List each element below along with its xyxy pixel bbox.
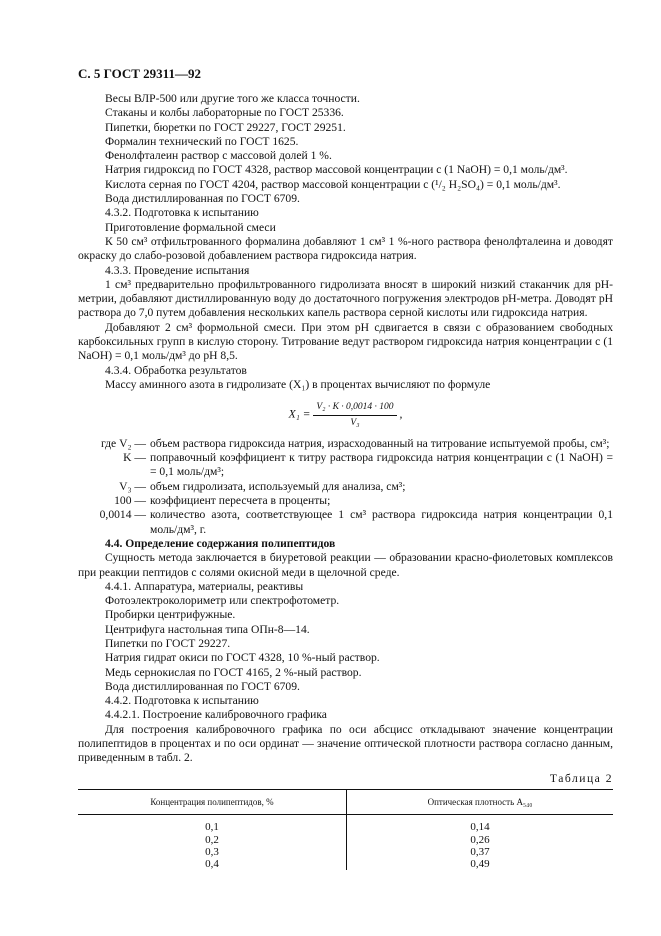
formula-fraction [313, 400, 396, 430]
definition-key: где V₂ — [100, 436, 146, 450]
cell-optical-density: 0,49 [470, 858, 490, 871]
table-row [78, 846, 613, 858]
subsection-heading: 4.4.2. Подготовка к испытанию [105, 694, 259, 708]
subsection-heading: 4.3.2. Подготовка к испытанию [105, 206, 259, 220]
paragraph: К 50 см³ отфильтрованного формалина добавляют 1 см³ 1 %-ного раствора фенолфталеина и доводят окраску до слабо-розовой добавлением раствора гидроксида натрия. [78, 234, 613, 263]
table-row [78, 834, 613, 846]
text-line: Весы ВЛР-500 или другие того же класса точности. [105, 92, 360, 105]
definition-item [78, 508, 613, 537]
definition-item [78, 494, 613, 508]
paragraph: Сущность метода заключается в биуретовой реакции — образовании красно-фиолетовых комплексов при реакции пептидов с солями окисной меди в щелочной среде. [78, 551, 613, 579]
text-line: Приготовление формальной смеси [105, 220, 276, 234]
text-line: Фенолфталеин раствор с массовой долей 1 %. [105, 149, 332, 163]
cell-concentration: 0,2 [78, 834, 347, 846]
definition-key: 100 — [114, 494, 146, 508]
definition-text: объем раствора гидроксида натрия, израсходованный на титрование испытуемой пробы, см³; [150, 436, 610, 450]
section-heading: 4.4. Определение содержания полипептидов [105, 536, 336, 550]
text-line: Вода дистиллированная по ГОСТ 6709. [105, 679, 300, 693]
table-caption: Таблица 2 [549, 771, 613, 785]
cell-concentration: 0,3 [78, 846, 347, 858]
column-header-optical-density: Оптическая плотность A₅₄₀ [347, 789, 614, 814]
definitions-list [78, 437, 613, 537]
table-row [78, 858, 613, 870]
definition-text: поправочный коэффициент к титру раствора гидроксида натрия концентрации c (1 NaOH) = = 0,1 моль/дм³; [150, 451, 613, 479]
text-line: Фотоэлектроколориметр или спектрофотометр. [105, 594, 340, 608]
text-line: Формалин технический по ГОСТ 1625. [105, 134, 299, 148]
definition-key: 0,0014 — [99, 508, 146, 522]
paragraph: 1 см³ предварительно профильтрованного гидролизата вносят в широкий низкий стаканчик для pH-метрии, добавляют дистиллированную воду до достаточного погружения электродов pH-метра. Доводят pH раствора до 7,0 путем добавления нескольких капель раствора серной кислоты или гидроксида натрия. [78, 277, 613, 320]
cell-optical-density: 0,14 [470, 821, 490, 834]
table-row [78, 815, 613, 834]
text-line: Натрия гидрат окиси по ГОСТ 4328, 10 %-ный раствор. [105, 651, 380, 665]
subsection-heading: 4.3.3. Проведение испытания [105, 263, 250, 277]
text-line: Пипетки, бюретки по ГОСТ 29227, ГОСТ 29251. [105, 120, 346, 134]
definition-text: количество азота, соответствующее 1 см³ раствора гидроксида натрия концентрации 0,1 моль/дм³, г. [150, 508, 613, 536]
text-line: Пробирки центрифужные. [105, 608, 236, 622]
cell-optical-density: 0,37 [470, 845, 490, 858]
cell-optical-density: 0,26 [470, 833, 490, 846]
definition-text: объем гидролизата, используемый для анализа, см³; [150, 479, 406, 493]
text-line: Вода дистиллированная по ГОСТ 6709. [105, 192, 300, 206]
text-line: Массу аминного азота в гидролизате (X₁) в процентах вычисляют по формуле [105, 377, 491, 391]
definition-item [78, 437, 613, 451]
formula-denominator: V₃ [350, 417, 360, 428]
subsection-heading: 4.3.4. Обработка результатов [105, 363, 247, 377]
definition-key: V₃ — [119, 479, 146, 493]
table-header-row [78, 789, 613, 814]
definition-text: коэффициент пересчета в проценты; [150, 494, 331, 508]
text-line: Пипетки по ГОСТ 29227. [105, 636, 231, 650]
subsection-heading: 4.4.1. Аппаратура, материалы, реактивы [105, 579, 304, 593]
definition-item [78, 451, 613, 480]
text-line: Стаканы и колбы лабораторные по ГОСТ 25336. [105, 106, 344, 120]
formula-numerator: V₂ · K · 0,0014 · 100 [313, 400, 396, 415]
text-line: Центрифуга настольная типа ОПн-8—14. [105, 622, 310, 636]
formula-lhs: X₁ = [288, 407, 311, 421]
document-body [78, 92, 613, 870]
page-header: С. 5 ГОСТ 29311—92 [78, 66, 201, 81]
cell-concentration: 0,4 [78, 858, 347, 870]
definition-key: K — [123, 451, 146, 465]
subsection-heading: 4.4.2.1. Построение калибровочного графика [105, 708, 327, 722]
paragraph: Добавляют 2 см³ формольной смеси. При этом pH сдвигается в связи с образованием свободных карбоксильных групп в кислую сторону. Титрование ведут раствором гидроксида натрия концентрации c (1 NaOH) = 0,1 моль/дм³ до pH 8,5. [78, 320, 613, 363]
formula [78, 400, 613, 430]
definition-item [78, 480, 613, 494]
data-table [78, 789, 613, 870]
text-line: Кислота серная по ГОСТ 4204, раствор массовой концентрации c (¹/₂ H₂SO₄) = 0,1 моль/дм³. [105, 177, 561, 191]
text-line: Медь сернокислая по ГОСТ 4165, 2 %-ный раствор. [105, 665, 362, 679]
text-line: Натрия гидроксид по ГОСТ 4328, раствор массовой концентрации c (1 NaOH) = 0,1 моль/дм³. [105, 163, 568, 177]
cell-concentration: 0,1 [78, 815, 347, 834]
column-header-concentration: Концентрация полипептидов, % [78, 789, 347, 814]
paragraph: Для построения калибровочного графика по оси абсцисс откладывают значение концентрации полипептидов в процентах и по оси ординат — значение оптической плотности раствора согласно данным, приведенным в табл. 2. [78, 722, 613, 765]
formula-end: , [399, 407, 403, 421]
